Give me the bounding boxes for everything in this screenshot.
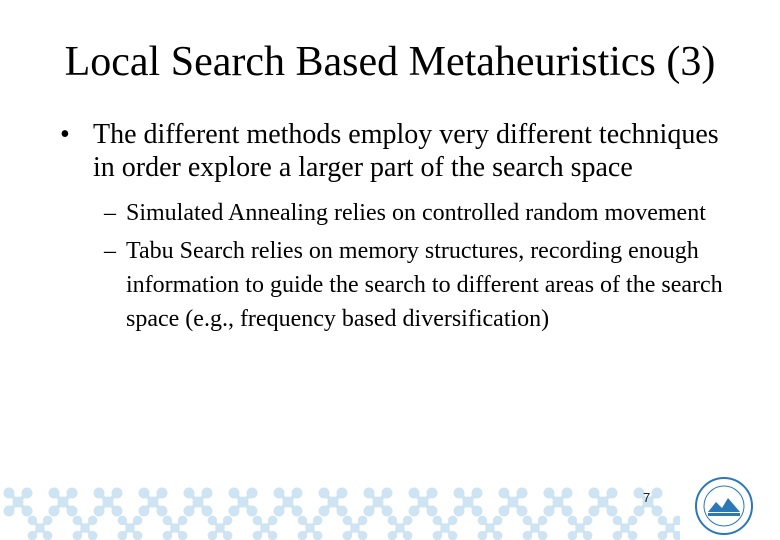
- university-logo-icon: [694, 476, 754, 536]
- sub-bullet-simulated-annealing: [104, 196, 740, 230]
- sub-bullet-text: Simulated Annealing relies on controlled random movement: [126, 200, 706, 226]
- bullet-marker: •: [60, 119, 70, 150]
- decorative-pattern-icon: [0, 470, 680, 540]
- sub-bullet-marker: –: [104, 238, 116, 264]
- main-bullet-text: The different methods employ very different techniques in order explore a larger part of the search space: [93, 119, 719, 183]
- slide-title: Local Search Based Metaheuristics (3): [64, 39, 716, 85]
- sub-bullet-marker: –: [104, 200, 116, 226]
- main-bullet: [60, 118, 740, 184]
- sub-bullet-list: [60, 196, 740, 336]
- sub-bullet-text: Tabu Search relies on memory structures, recording enough information to guide the search to different areas of the search space (e.g., frequency based diversification): [126, 238, 723, 332]
- page-number: 7: [643, 490, 651, 505]
- bullet-list: [60, 118, 740, 340]
- sub-bullet-tabu-search: [104, 234, 740, 336]
